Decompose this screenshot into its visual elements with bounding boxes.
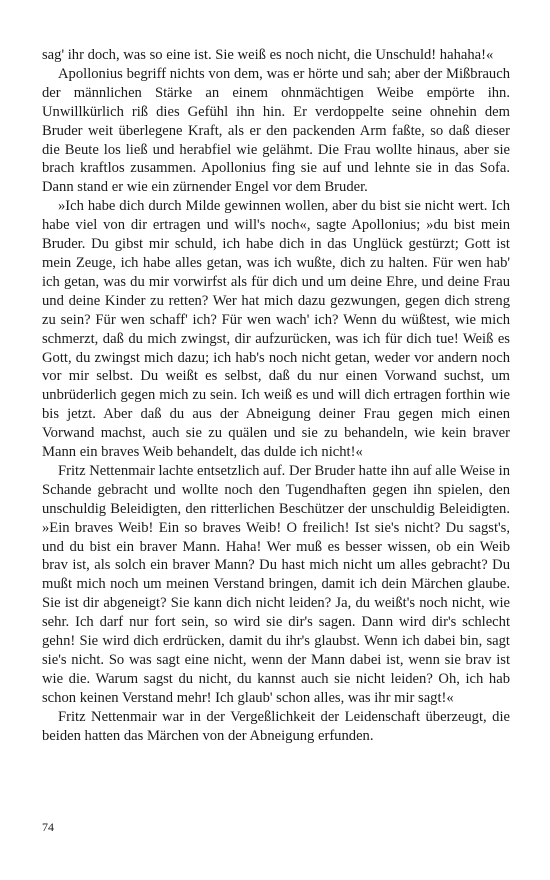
- paragraph-apollonius-speech: »Ich habe dich durch Milde gewinnen wollen, aber du bist sie nicht wert. Ich habe viel von dir ertragen und will's noch«, sagte Apollonius; »du bist mein Bruder. Du gibst mir schuld, ich habe dich in das Unglück gestürzt; Gott ist mein Zeuge, ich habe alles getan, was ich wußte, dich zu halten. Für wen hab' ich getan, was du mir vorwirfst als für dich und um deine Ehre, und deine Frau und deine Kinder zu retten? Wer hat mich dazu gezwungen, gegen dich streng zu sein? Für wen schaff' ich? Für wen wach' ich? Wenn du wüßtest, wie mich schmerzt, daß du mich zwingst, dir aufzurücken, was ich für dich tue! Weiß es Gott, du zwingst mich dazu; ich hab's noch nicht getan, weder vor andern noch vor mir selbst. Du weißt es selbst, daß du nur einen Vorwand suchst, um unbrüderlich gegen mich zu sein. Ich weiß es und will dich ertragen forthin wie bis jetzt. Aber daß du aus der Abneigung deiner Frau gegen mich einen Vorwand machst, auch sie zu quälen und sie zu behandeln, wie kein braver Mann ein braves Weib behandelt, das dulde ich nicht!«: [42, 198, 510, 461]
- paragraph-apollonius-reaction: Apollonius begriff nichts von dem, was er hörte und sah; aber der Mißbrauch der männlichen Stärke an einem ohnmächtigen Weibe empörte ihn. Unwillkürlich riß dies Gefühl ihn hin. Er verdoppelte seine ohnehin dem Bruder weit überlegene Kraft, als er den packenden Arm faßte, so daß dieser die Beute los ließ und herabfiel wie gelähmt. Die Frau wollte hinaus, aber sie brach kraftlos zusammen. Apollonius fing sie auf und lehnte sie in das Sofa. Dann stand er wie ein zürnender Engel vor dem Bruder.: [42, 65, 510, 196]
- paragraph-fritz-reply: Fritz Nettenmair lachte entsetzlich auf. Der Bruder hatte ihn auf alle Weise in Schande gebracht und wollte noch den Tugendhaften gegen ihn spielen, den unschuldig Beleidigten, den ritterlichen Beschützer der unschuldig Beleidigten. »Ein braves Weib! Ein so braves Weib! O freilich! Ist sie's nicht? Du sagst's, und du bist ein braver Mann. Haha! Wer muß es besser wissen, ob ein Weib brav ist, als solch ein braver Mann? Du hast mich nicht um alles gebracht? Du mußt mich noch um meinen Verstand bringen, damit ich dein Märchen glaube. Sie ist dir abgeneigt? Sie kann dich nicht leiden? Ja, du weißt's noch nicht, wie sehr. Ich darf nur fort sein, so wird sie dir's sagen. Dann wird dir's schlecht gehn! Sie wird dich erdrücken, damit du ihr's glaubst. Wenn ich dabei bin, sagt sie's nicht. So was sagt eine nicht, wenn der Mann dabei ist, wenn sie brav ist wie die. Warum sagst du nicht, du kannst auch sie nicht leiden? Oh, ich hab schon keinen Verstand mehr! Ich glaub' schon alles, was ihr mir sagt!«: [42, 462, 510, 706]
- paragraph-fritz-conviction: Fritz Nettenmair war in der Vergeßlichkeit der Leidenschaft überzeugt, die beiden hatten das Märchen von der Abneigung erfunden.: [42, 708, 510, 744]
- page-number: 74: [42, 820, 54, 834]
- paragraph-continuation: sag' ihr doch, was so eine ist. Sie weiß es noch nicht, die Unschuld! hahaha!«: [42, 47, 494, 63]
- page-body: [42, 46, 510, 746]
